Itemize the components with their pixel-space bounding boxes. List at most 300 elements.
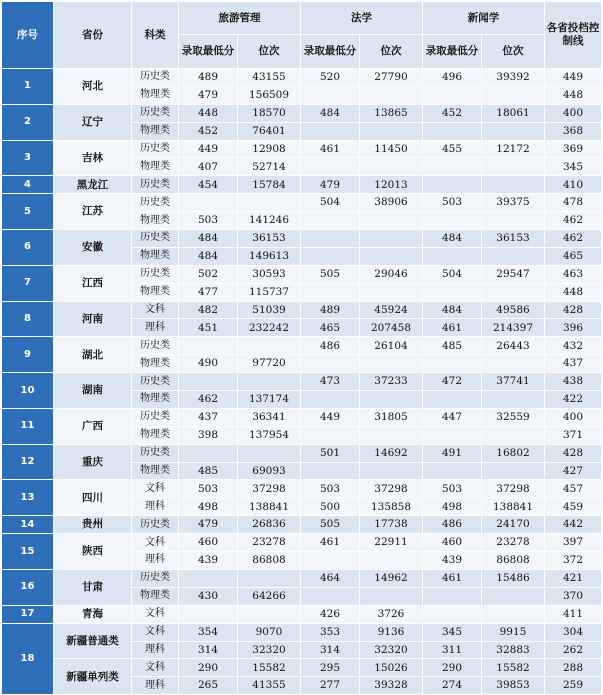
journalism-min-score xyxy=(423,283,482,301)
journalism-rank xyxy=(482,462,545,480)
journalism-min-score xyxy=(423,158,482,176)
tourism-rank xyxy=(238,605,301,623)
journalism-rank: 15582 xyxy=(482,659,545,677)
law-min-score xyxy=(301,158,360,176)
law-rank: 207458 xyxy=(360,319,423,337)
tourism-rank: 18570 xyxy=(238,104,301,122)
journalism-rank: 36153 xyxy=(482,230,545,248)
control-line-cell: 449 xyxy=(545,69,602,87)
law-rank: 11450 xyxy=(360,140,423,158)
journalism-min-score xyxy=(423,391,482,409)
journalism-rank xyxy=(482,587,545,605)
journalism-min-score: 491 xyxy=(423,444,482,462)
province-cell: 湖南 xyxy=(54,373,132,409)
control-line-cell: 427 xyxy=(545,462,602,480)
seq-number: 4 xyxy=(2,176,54,194)
law-min-score xyxy=(301,391,360,409)
control-line-cell: 304 xyxy=(545,623,602,641)
journalism-rank: 23278 xyxy=(482,534,545,552)
province-cell: 青海 xyxy=(54,605,132,623)
law-rank xyxy=(360,247,423,265)
tourism-rank xyxy=(238,337,301,355)
law-rank xyxy=(360,391,423,409)
control-line-cell: 459 xyxy=(545,498,602,516)
law-rank: 39328 xyxy=(360,677,423,695)
journalism-rank xyxy=(482,605,545,623)
journalism-rank: 214397 xyxy=(482,319,545,337)
tourism-min-score: 489 xyxy=(179,69,238,87)
law-rank: 14692 xyxy=(360,444,423,462)
subject-cell: 历史类 xyxy=(132,373,179,391)
tourism-min-score: 449 xyxy=(179,140,238,158)
tourism-rank: 41355 xyxy=(238,677,301,695)
law-min-score: 449 xyxy=(301,408,360,426)
tourism-min-score: 398 xyxy=(179,426,238,444)
law-min-score: 353 xyxy=(301,623,360,641)
journalism-rank: 86808 xyxy=(482,552,545,570)
control-line-cell: 369 xyxy=(545,140,602,158)
law-min-score: 464 xyxy=(301,569,360,587)
law-rank xyxy=(360,552,423,570)
province-cell: 江西 xyxy=(54,265,132,301)
tourism-rank: 52714 xyxy=(238,158,301,176)
seq-number: 13 xyxy=(2,480,54,516)
journalism-rank: 16802 xyxy=(482,444,545,462)
control-line-cell: 448 xyxy=(545,283,602,301)
law-rank: 38906 xyxy=(360,194,423,212)
law-min-score: 520 xyxy=(301,69,360,87)
table-row xyxy=(2,534,602,552)
law-min-score xyxy=(301,212,360,230)
journalism-rank: 12172 xyxy=(482,140,545,158)
journalism-rank: 32559 xyxy=(482,408,545,426)
subject-cell: 历史类 xyxy=(132,230,179,248)
journalism-min-score: 345 xyxy=(423,623,482,641)
control-line-cell: 437 xyxy=(545,355,602,373)
journalism-rank: 26443 xyxy=(482,337,545,355)
law-rank: 15026 xyxy=(360,659,423,677)
table-row xyxy=(2,230,602,248)
table-row xyxy=(2,623,602,641)
tourism-min-score: 503 xyxy=(179,480,238,498)
table-row xyxy=(2,605,602,623)
subject-cell: 文科 xyxy=(132,659,179,677)
tourism-rank xyxy=(238,373,301,391)
admission-score-table xyxy=(1,1,602,695)
subject-cell: 物理类 xyxy=(132,212,179,230)
journalism-min-score: 461 xyxy=(423,319,482,337)
journalism-rank xyxy=(482,212,545,230)
province-cell: 安徽 xyxy=(54,230,132,266)
tourism-rank: 69093 xyxy=(238,462,301,480)
tourism-min-score: 354 xyxy=(179,623,238,641)
journalism-min-score: 503 xyxy=(423,194,482,212)
subject-cell: 文科 xyxy=(132,623,179,641)
table-row xyxy=(2,69,602,87)
subject-cell: 历史类 xyxy=(132,194,179,212)
table-row xyxy=(2,373,602,391)
law-min-score: 489 xyxy=(301,301,360,319)
tourism-min-score: 448 xyxy=(179,104,238,122)
seq-number: 9 xyxy=(2,337,54,373)
journalism-min-score: 439 xyxy=(423,552,482,570)
control-line-cell: 438 xyxy=(545,373,602,391)
law-rank: 135858 xyxy=(360,498,423,516)
law-min-score xyxy=(301,355,360,373)
law-min-score xyxy=(301,283,360,301)
province-cell: 河南 xyxy=(54,301,132,337)
tourism-rank: 32320 xyxy=(238,641,301,659)
journalism-min-score xyxy=(423,86,482,104)
min-score-header: 录取最低分 xyxy=(301,35,360,69)
tourism-min-score: 477 xyxy=(179,283,238,301)
subject-cell: 历史类 xyxy=(132,140,179,158)
subject-cell: 物理类 xyxy=(132,391,179,409)
control-line-cell: 457 xyxy=(545,480,602,498)
law-rank: 32320 xyxy=(360,641,423,659)
province-cell: 甘肃 xyxy=(54,569,132,605)
tourism-rank: 43155 xyxy=(238,69,301,87)
tourism-rank: 15582 xyxy=(238,659,301,677)
tourism-min-score: 479 xyxy=(179,516,238,534)
province-cell: 湖北 xyxy=(54,337,132,373)
subject-cell: 物理类 xyxy=(132,122,179,140)
province-cell: 陕西 xyxy=(54,534,132,570)
tourism-min-score: 479 xyxy=(179,86,238,104)
subject-cell: 历史类 xyxy=(132,69,179,87)
table-row xyxy=(2,104,602,122)
journalism-rank xyxy=(482,158,545,176)
law-min-score: 503 xyxy=(301,480,360,498)
tourism-min-score: 462 xyxy=(179,391,238,409)
law-rank xyxy=(360,158,423,176)
table-body xyxy=(2,69,602,695)
control-line-header: 各省投档控制线 xyxy=(545,2,602,69)
tourism-min-score xyxy=(179,569,238,587)
tourism-rank: 51039 xyxy=(238,301,301,319)
control-line-cell: 448 xyxy=(545,86,602,104)
law-min-score: 295 xyxy=(301,659,360,677)
control-line-cell: 422 xyxy=(545,391,602,409)
control-line-cell: 410 xyxy=(545,176,602,194)
table-row xyxy=(2,301,602,319)
control-line-cell: 396 xyxy=(545,319,602,337)
tourism-min-score: 490 xyxy=(179,355,238,373)
tourism-rank: 97720 xyxy=(238,355,301,373)
seq-number: 8 xyxy=(2,301,54,337)
control-line-cell: 462 xyxy=(545,212,602,230)
law-rank xyxy=(360,587,423,605)
law-min-score xyxy=(301,86,360,104)
tourism-rank: 137174 xyxy=(238,391,301,409)
tourism-min-score: 451 xyxy=(179,319,238,337)
journalism-min-score: 472 xyxy=(423,373,482,391)
tourism-rank: 76401 xyxy=(238,122,301,140)
subject-cell: 历史类 xyxy=(132,516,179,534)
tourism-rank: 30593 xyxy=(238,265,301,283)
law-min-score xyxy=(301,247,360,265)
law-min-score: 501 xyxy=(301,444,360,462)
journalism-min-score xyxy=(423,122,482,140)
journalism-rank xyxy=(482,247,545,265)
control-line-cell: 397 xyxy=(545,534,602,552)
journalism-min-score xyxy=(423,462,482,480)
journalism-min-score: 447 xyxy=(423,408,482,426)
rank-header: 位次 xyxy=(482,35,545,69)
seq-number: 14 xyxy=(2,516,54,534)
tourism-rank: 232242 xyxy=(238,319,301,337)
law-min-score: 314 xyxy=(301,641,360,659)
law-min-score: 486 xyxy=(301,337,360,355)
subject-cell: 物理类 xyxy=(132,283,179,301)
journalism-rank: 39853 xyxy=(482,677,545,695)
journalism-rank xyxy=(482,122,545,140)
journalism-rank xyxy=(482,426,545,444)
province-cell: 贵州 xyxy=(54,516,132,534)
subject-cell: 历史类 xyxy=(132,444,179,462)
law-min-score: 505 xyxy=(301,516,360,534)
journalism-min-score: 311 xyxy=(423,641,482,659)
subject-cell: 理科 xyxy=(132,552,179,570)
journalism-rank xyxy=(482,391,545,409)
journalism-min-score: 485 xyxy=(423,337,482,355)
subject-cell: 历史类 xyxy=(132,104,179,122)
seq-number: 5 xyxy=(2,194,54,230)
control-line-cell: 345 xyxy=(545,158,602,176)
law-rank: 26104 xyxy=(360,337,423,355)
seq-number: 10 xyxy=(2,373,54,409)
tourism-rank: 23278 xyxy=(238,534,301,552)
province-cell: 四川 xyxy=(54,480,132,516)
subject-cell: 文科 xyxy=(132,605,179,623)
province-cell: 江苏 xyxy=(54,194,132,230)
table-row xyxy=(2,176,602,194)
control-line-cell: 462 xyxy=(545,230,602,248)
tourism-rank: 138841 xyxy=(238,498,301,516)
subject-cell: 物理类 xyxy=(132,462,179,480)
tourism-rank: 15784 xyxy=(238,176,301,194)
tourism-min-score xyxy=(179,444,238,462)
law-rank: 3726 xyxy=(360,605,423,623)
seq-number: 3 xyxy=(2,140,54,176)
control-line-cell: 428 xyxy=(545,444,602,462)
journalism-min-score: 486 xyxy=(423,516,482,534)
seq-number: 11 xyxy=(2,408,54,444)
journalism-min-score xyxy=(423,355,482,373)
journalism-min-score xyxy=(423,176,482,194)
tourism-min-score: 290 xyxy=(179,659,238,677)
journalism-rank: 18061 xyxy=(482,104,545,122)
law-rank: 22911 xyxy=(360,534,423,552)
subject-cell: 物理类 xyxy=(132,355,179,373)
law-min-score xyxy=(301,230,360,248)
tourism-min-score: 439 xyxy=(179,552,238,570)
tourism-min-score: 503 xyxy=(179,212,238,230)
law-rank: 13865 xyxy=(360,104,423,122)
tourism-min-score: 484 xyxy=(179,247,238,265)
journalism-min-score: 496 xyxy=(423,69,482,87)
journalism-min-score: 460 xyxy=(423,534,482,552)
law-min-score: 461 xyxy=(301,534,360,552)
journalism-min-score: 503 xyxy=(423,480,482,498)
table-row xyxy=(2,337,602,355)
journalism-min-score: 504 xyxy=(423,265,482,283)
tourism-min-score: 484 xyxy=(179,230,238,248)
journalism-rank: 39375 xyxy=(482,194,545,212)
table-row xyxy=(2,516,602,534)
tourism-rank xyxy=(238,569,301,587)
subject-cell: 物理类 xyxy=(132,247,179,265)
control-line-cell: 370 xyxy=(545,587,602,605)
law-min-score: 484 xyxy=(301,104,360,122)
law-rank: 37298 xyxy=(360,480,423,498)
tourism-min-score: 437 xyxy=(179,408,238,426)
journalism-min-score: 461 xyxy=(423,569,482,587)
law-rank xyxy=(360,122,423,140)
tourism-rank: 12908 xyxy=(238,140,301,158)
law-rank xyxy=(360,462,423,480)
control-line-cell: 478 xyxy=(545,194,602,212)
journalism-rank: 9915 xyxy=(482,623,545,641)
law-rank xyxy=(360,212,423,230)
seq-number: 7 xyxy=(2,265,54,301)
subject-cell: 理科 xyxy=(132,498,179,516)
journalism-min-score xyxy=(423,605,482,623)
law-rank: 27790 xyxy=(360,69,423,87)
tourism-min-score: 460 xyxy=(179,534,238,552)
subject-cell: 文科 xyxy=(132,534,179,552)
tourism-rank xyxy=(238,194,301,212)
journalism-rank xyxy=(482,86,545,104)
table-row xyxy=(2,408,602,426)
tourism-rank: 156509 xyxy=(238,86,301,104)
tourism-min-score: 314 xyxy=(179,641,238,659)
control-line-cell: 259 xyxy=(545,677,602,695)
control-line-cell: 400 xyxy=(545,408,602,426)
major-header-law: 法学 xyxy=(301,2,423,35)
tourism-min-score xyxy=(179,194,238,212)
control-line-cell: 421 xyxy=(545,569,602,587)
journalism-rank xyxy=(482,176,545,194)
table-row xyxy=(2,659,602,677)
control-line-cell: 411 xyxy=(545,605,602,623)
subject-cell: 历史类 xyxy=(132,265,179,283)
law-rank xyxy=(360,426,423,444)
law-min-score xyxy=(301,426,360,444)
law-min-score: 465 xyxy=(301,319,360,337)
journalism-rank: 29547 xyxy=(482,265,545,283)
journalism-rank: 49586 xyxy=(482,301,545,319)
law-rank xyxy=(360,355,423,373)
table-row xyxy=(2,480,602,498)
journalism-min-score: 274 xyxy=(423,677,482,695)
control-line-cell: 442 xyxy=(545,516,602,534)
journalism-min-score: 484 xyxy=(423,301,482,319)
province-cell: 河北 xyxy=(54,69,132,105)
table-row xyxy=(2,140,602,158)
seq-header: 序号 xyxy=(2,2,54,69)
tourism-rank: 37298 xyxy=(238,480,301,498)
province-header: 省份 xyxy=(54,2,132,69)
control-line-cell: 371 xyxy=(545,426,602,444)
control-line-cell: 288 xyxy=(545,659,602,677)
seq-number: 6 xyxy=(2,230,54,266)
province-cell: 黑龙江 xyxy=(54,176,132,194)
law-rank xyxy=(360,230,423,248)
header-row-majors xyxy=(2,2,602,35)
subject-cell: 理科 xyxy=(132,641,179,659)
province-cell: 广西 xyxy=(54,408,132,444)
tourism-min-score: 452 xyxy=(179,122,238,140)
tourism-min-score xyxy=(179,605,238,623)
seq-number: 15 xyxy=(2,534,54,570)
journalism-rank xyxy=(482,283,545,301)
law-rank: 37233 xyxy=(360,373,423,391)
tourism-min-score xyxy=(179,373,238,391)
province-cell: 新疆普通类 xyxy=(54,623,132,659)
tourism-rank: 64266 xyxy=(238,587,301,605)
journalism-min-score: 455 xyxy=(423,140,482,158)
tourism-min-score xyxy=(179,337,238,355)
tourism-min-score: 265 xyxy=(179,677,238,695)
table-row xyxy=(2,444,602,462)
tourism-rank: 26836 xyxy=(238,516,301,534)
table-row xyxy=(2,569,602,587)
tourism-rank: 149613 xyxy=(238,247,301,265)
subject-cell: 历史类 xyxy=(132,408,179,426)
tourism-rank: 137954 xyxy=(238,426,301,444)
table-row xyxy=(2,194,602,212)
tourism-min-score: 430 xyxy=(179,587,238,605)
tourism-rank: 141246 xyxy=(238,212,301,230)
rank-header: 位次 xyxy=(238,35,301,69)
journalism-rank: 24170 xyxy=(482,516,545,534)
journalism-rank: 32883 xyxy=(482,641,545,659)
journalism-rank: 39392 xyxy=(482,69,545,87)
subject-cell: 历史类 xyxy=(132,337,179,355)
law-rank: 45924 xyxy=(360,301,423,319)
major-header-tourism: 旅游管理 xyxy=(179,2,301,35)
subject-cell: 物理类 xyxy=(132,158,179,176)
control-line-cell: 400 xyxy=(545,104,602,122)
law-min-score: 504 xyxy=(301,194,360,212)
province-cell: 重庆 xyxy=(54,444,132,480)
law-min-score: 479 xyxy=(301,176,360,194)
law-rank: 31805 xyxy=(360,408,423,426)
control-line-cell: 465 xyxy=(545,247,602,265)
journalism-min-score: 484 xyxy=(423,230,482,248)
journalism-min-score xyxy=(423,426,482,444)
journalism-min-score: 498 xyxy=(423,498,482,516)
min-score-header: 录取最低分 xyxy=(179,35,238,69)
law-min-score: 461 xyxy=(301,140,360,158)
journalism-min-score: 452 xyxy=(423,104,482,122)
law-rank: 12013 xyxy=(360,176,423,194)
law-min-score: 500 xyxy=(301,498,360,516)
subject-cell: 文科 xyxy=(132,301,179,319)
tourism-min-score: 454 xyxy=(179,176,238,194)
seq-number: 12 xyxy=(2,444,54,480)
major-header-journalism: 新闻学 xyxy=(423,2,545,35)
tourism-min-score: 485 xyxy=(179,462,238,480)
law-rank: 14962 xyxy=(360,569,423,587)
subject-cell: 物理类 xyxy=(132,426,179,444)
subject-header: 科类 xyxy=(132,2,179,69)
control-line-cell: 372 xyxy=(545,552,602,570)
subject-cell: 物理类 xyxy=(132,587,179,605)
tourism-rank: 115737 xyxy=(238,283,301,301)
law-rank xyxy=(360,283,423,301)
